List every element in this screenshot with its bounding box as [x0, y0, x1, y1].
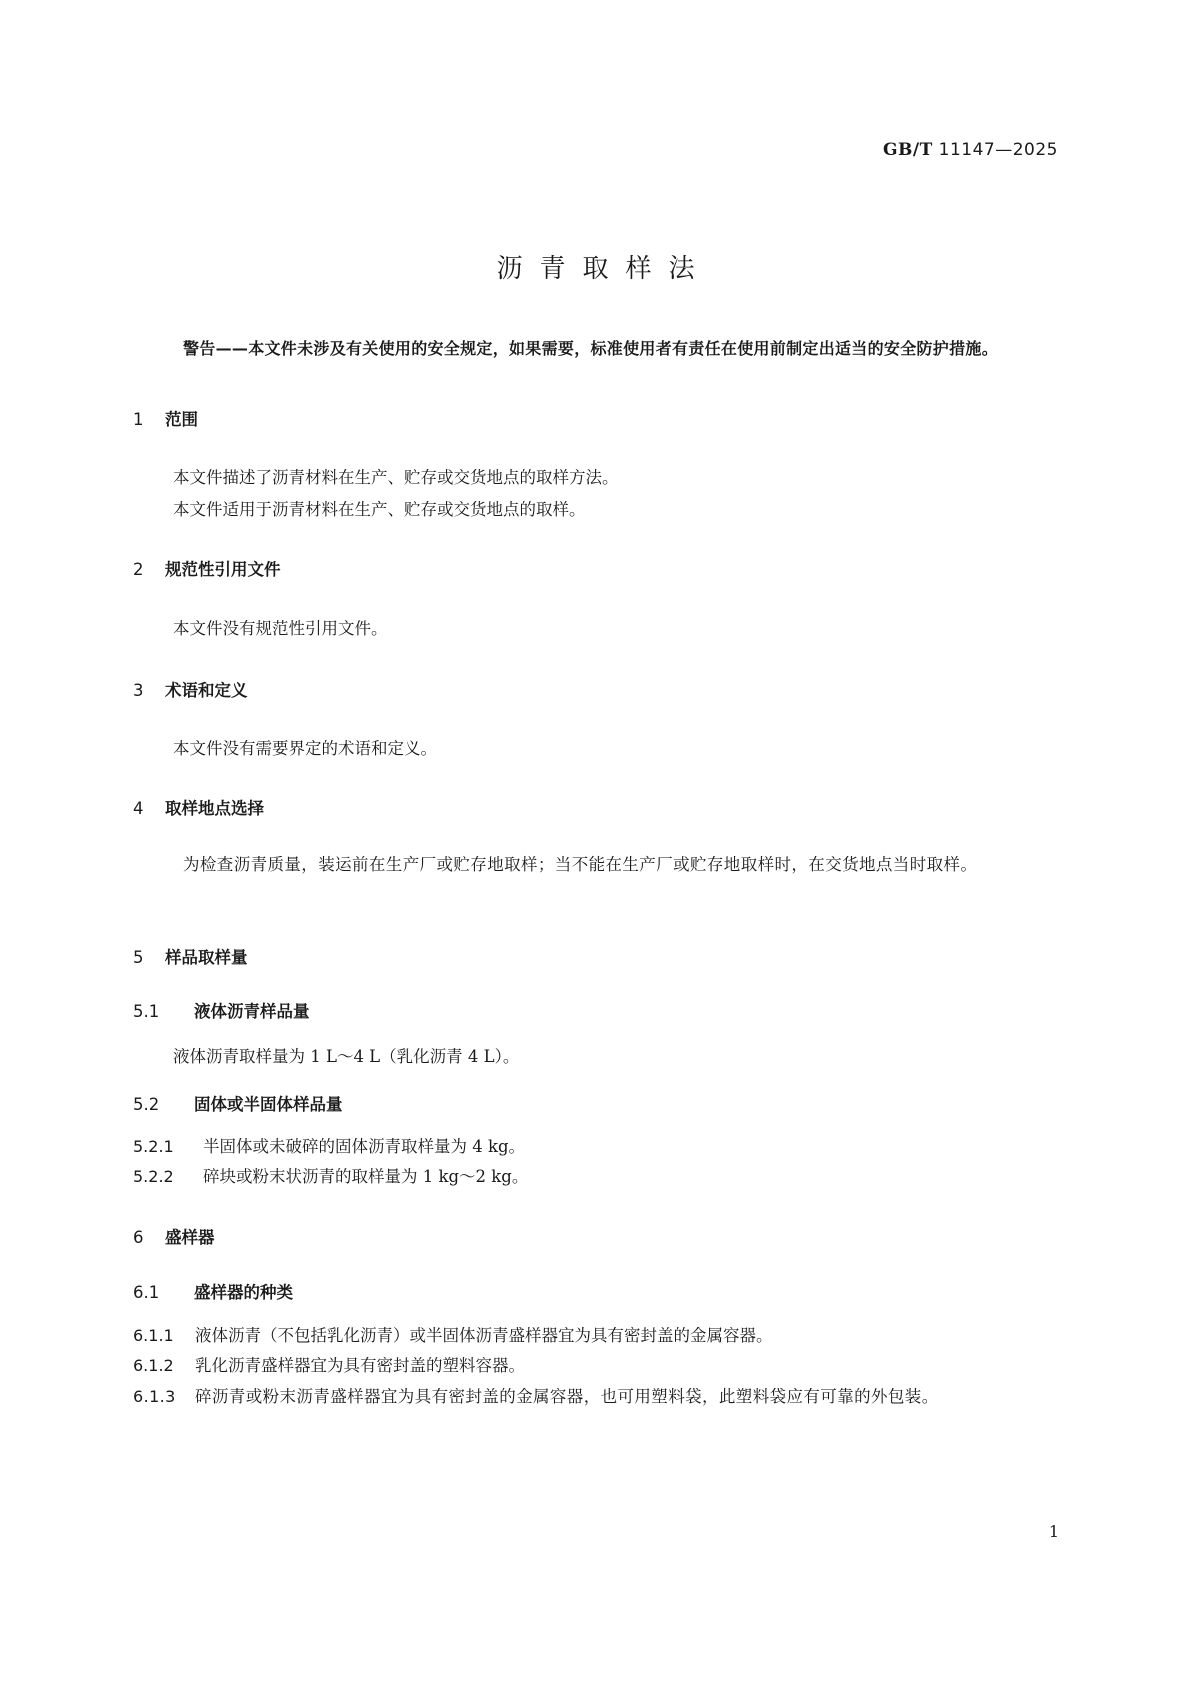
standard-number	[883, 140, 1058, 160]
section-title: 术语和定义	[165, 681, 248, 700]
clause-text: 乳化沥青盛样器宜为具有密封盖的塑料容器。	[195, 1356, 525, 1375]
clause-6-1-3	[133, 1381, 1057, 1412]
section-number: 6	[133, 1228, 144, 1247]
clause-5-2-2	[133, 1163, 528, 1187]
subsection-title: 液体沥青样品量	[194, 1002, 310, 1021]
clause-text: 碎块或粉末状沥青的取样量为 1 kg～2 kg。	[203, 1167, 529, 1186]
clause-number: 5.2.1	[133, 1137, 174, 1156]
subsection-title: 固体或半固体样品量	[194, 1095, 343, 1114]
section-2-heading	[133, 556, 281, 580]
section-2-paragraph-1: 本文件没有规范性引用文件。	[173, 619, 388, 638]
section-title: 盛样器	[165, 1228, 215, 1247]
section-number: 2	[133, 560, 144, 579]
section-1-paragraph-1: 本文件描述了沥青材料在生产、贮存或交货地点的取样方法。	[173, 468, 619, 487]
clause-number: 6.1.3	[133, 1387, 176, 1406]
section-title: 取样地点选择	[165, 799, 264, 818]
clause-text: 半固体或未破碎的固体沥青取样量为 4 kg。	[203, 1137, 526, 1156]
clause-number: 6.1.1	[133, 1326, 174, 1345]
subsection-number: 6.1	[133, 1283, 160, 1302]
clause-text: 液体沥青（不包括乳化沥青）或半固体沥青盛样器宜为具有密封盖的金属容器。	[195, 1326, 773, 1345]
section-5-2-heading	[133, 1091, 343, 1115]
section-5-1-paragraph: 液体沥青取样量为 1 L～4 L（乳化沥青 4 L）。	[173, 1047, 520, 1066]
page-number: 1	[1048, 1522, 1059, 1541]
standard-prefix: GB/T	[883, 140, 933, 160]
section-number: 4	[133, 799, 144, 818]
section-title: 规范性引用文件	[165, 560, 281, 579]
clause-6-1-1	[133, 1322, 773, 1346]
subsection-title: 盛样器的种类	[194, 1283, 293, 1302]
section-5-heading	[133, 944, 248, 968]
section-title: 样品取样量	[165, 948, 248, 967]
section-5-1-heading	[133, 998, 310, 1022]
section-4-heading	[133, 795, 264, 819]
section-number: 1	[133, 410, 144, 429]
section-1-paragraph-2: 本文件适用于沥青材料在生产、贮存或交货地点的取样。	[173, 500, 586, 519]
clause-text: 碎沥青或粉末沥青盛样器宜为具有密封盖的金属容器，也可用塑料袋，此塑料袋应有可靠的外包装。	[195, 1387, 939, 1406]
section-number: 3	[133, 681, 144, 700]
subsection-number: 5.1	[133, 1002, 160, 1021]
section-number: 5	[133, 948, 144, 967]
section-title: 范围	[165, 410, 198, 429]
clause-5-2-1	[133, 1133, 525, 1157]
section-3-heading	[133, 677, 248, 701]
clause-number: 5.2.2	[133, 1167, 174, 1186]
section-6-heading	[133, 1224, 215, 1248]
section-1-heading	[133, 406, 198, 430]
clause-number: 6.1.2	[133, 1356, 174, 1375]
section-3-paragraph-1: 本文件没有需要界定的术语和定义。	[173, 739, 437, 758]
section-6-1-heading	[133, 1279, 293, 1303]
document-title: 沥青取样法	[496, 254, 712, 284]
safety-warning: 警告——本文件未涉及有关使用的安全规定，如果需要，标准使用者有责任在使用前制定出适当的安全防护措施。	[183, 339, 999, 358]
standard-code: 11147—2025	[938, 140, 1058, 160]
clause-6-1-2	[133, 1352, 525, 1376]
subsection-number: 5.2	[133, 1095, 160, 1114]
section-4-paragraph-1: 为检查沥青质量，装运前在生产厂或贮存地取样；当不能在生产厂或贮存地取样时，在交货地点当时取样。	[183, 855, 978, 874]
